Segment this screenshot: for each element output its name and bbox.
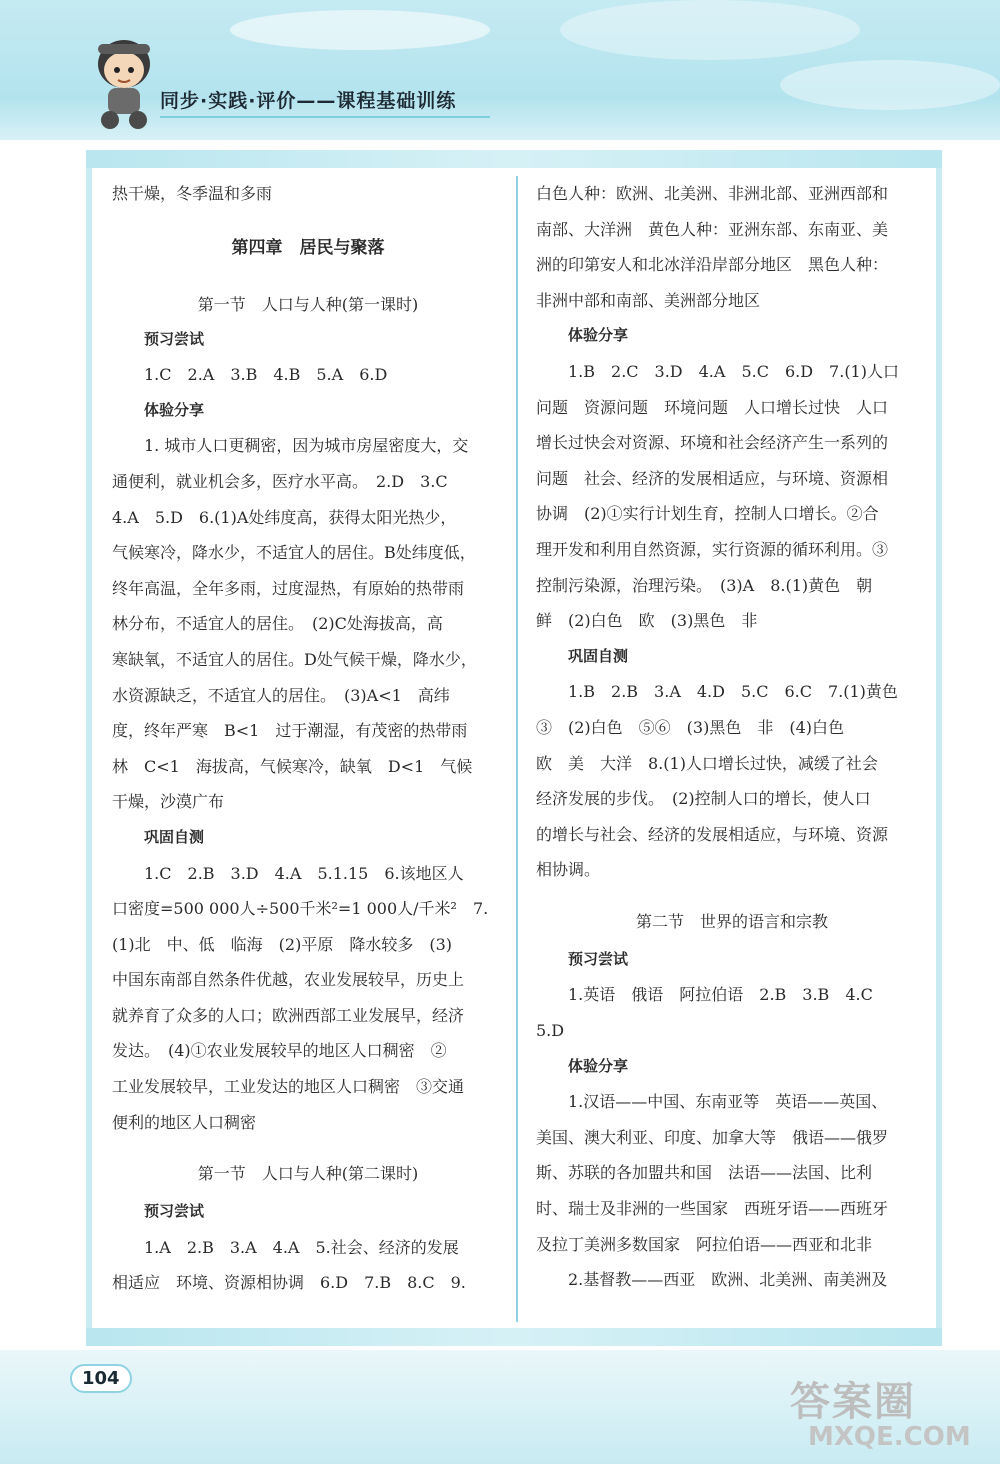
answer-line: 鲜 (2)白色 欧 (3)黑色 非 [536, 611, 758, 631]
left-column [112, 176, 504, 1301]
subheading-preview: 预习尝试 [144, 329, 205, 348]
answer-line: 1.C 2.B 3.D 4.A 5.1.15 6.该地区人 [144, 863, 464, 883]
subheading-consolidate: 巩固自测 [568, 646, 629, 665]
answer-line: 度，终年严寒 B<1 过于潮湿，有茂密的热带雨 [112, 721, 468, 741]
answer-line: 白色人种：欧洲、北美洲、非洲北部、亚洲西部和 [536, 184, 889, 203]
answer-line: 增长过快会对资源、环境和社会经济产生一系列的 [536, 433, 889, 453]
answer-line: 时、瑞士及非洲的一些国家 西班牙语——西班牙 [536, 1199, 889, 1219]
header-underline [160, 116, 490, 118]
answer-line: 便利的地区人口稠密 [112, 1112, 257, 1132]
answer-line: 1. 城市人口更稠密，因为城市房屋密度大，交 [144, 436, 469, 456]
answer-line: 南部、大洋洲 黄色人种：亚洲东部、东南亚、美 [536, 219, 889, 239]
answer-line: 斯、苏联的各加盟共和国 法语——法国、比利 [536, 1163, 873, 1183]
answer-line: 协调 (2)①实行计划生育，控制人口增长。②合 [536, 504, 879, 524]
column-divider [516, 176, 518, 1322]
answer-line: ③ (2)白色 ⑤⑥ (3)黑色 非 (4)白色 [536, 717, 844, 737]
answer-line: 1.C 2.A 3.B 4.B 5.A 6.D [144, 365, 388, 385]
answer-line: 洲的印第安人和北冰洋沿岸部分地区 黑色人种： [536, 255, 889, 275]
mascot-illustration [84, 34, 164, 130]
answer-line: 发达。 (4)①农业发展较早的地区人口稠密 ② [112, 1041, 447, 1061]
header-decoration [230, 10, 490, 50]
answer-line: 通便利，就业机会多，医疗水平高。 2.D 3.C [112, 471, 448, 491]
answer-line: 林分布，不适宜人的居住。 (2)C处海拔高，高 [112, 614, 443, 634]
book-series-title: 同步·实践·评价——课程基础训练 [160, 90, 457, 112]
answer-line: 问题 社会、经济的发展相适应，与环境、资源相 [536, 468, 889, 488]
answer-line: 气候寒冷，降水少，不适宜人的居住。B处纬度低， [112, 543, 476, 563]
answer-line: 林 C<1 海拔高，气候寒冷，缺氧 D<1 气候 [112, 756, 473, 776]
answer-line: 控制污染源，治理污染。 (3)A 8.(1)黄色 朝 [536, 575, 873, 595]
right-column [536, 176, 928, 1298]
answer-line: (1)北 中、低 临海 (2)平原 降水较多 (3) [112, 934, 452, 954]
answer-line: 5.D [536, 1021, 565, 1041]
subheading-experience: 体验分享 [568, 1056, 629, 1075]
subheading-consolidate: 巩固自测 [144, 827, 205, 846]
subheading-preview: 预习尝试 [568, 949, 629, 968]
answer-line: 口密度=500 000人÷500千米²=1 000人/千米² 7. [112, 899, 489, 919]
text-line: 热干燥，冬季温和多雨 [112, 184, 273, 203]
answer-line: 1.B 2.C 3.D 4.A 5.C 6.D 7.(1)人口 [568, 361, 899, 381]
answer-line: 欧 美 大洋 8.(1)人口增长过快，减缓了社会 [536, 753, 878, 773]
answer-line: 终年高温，全年多雨，过度湿热，有原始的热带雨 [112, 578, 465, 598]
answer-line: 相协调。 [536, 860, 601, 880]
frame-right-border [936, 168, 942, 1328]
frame-bottom-band [86, 1328, 942, 1346]
page-number: 104 [70, 1364, 132, 1393]
section-title: 第一节 人口与人种(第二课时) [197, 1164, 419, 1184]
answer-line: 1.B 2.B 3.A 4.D 5.C 6.C 7.(1)黄色 [568, 682, 898, 702]
answer-line: 1.A 2.B 3.A 4.A 5.社会、经济的发展 [144, 1237, 459, 1257]
answer-line: 非洲中部和南部、美洲部分地区 [536, 290, 761, 310]
answer-line: 经济发展的步伐。 (2)控制人口的增长，使人口 [536, 789, 871, 809]
subheading-experience: 体验分享 [144, 400, 205, 419]
watermark-logo [790, 1370, 990, 1454]
answer-line: 干燥，沙漠广布 [112, 792, 225, 812]
header-decoration [560, 0, 860, 60]
subheading-experience: 体验分享 [568, 326, 629, 345]
answer-line: 中国东南部自然条件优越，农业发展较早，历史上 [112, 970, 465, 990]
section-title: 第一节 人口与人种(第一课时) [197, 294, 419, 314]
answer-line: 4.A 5.D 6.(1)A处纬度高，获得太阳光热少， [112, 507, 457, 527]
answer-line: 理开发和利用自然资源，实行资源的循环利用。③ [536, 539, 889, 559]
answer-line: 的增长与社会、经济的发展相适应，与环境、资源 [536, 824, 889, 844]
frame-left-border [86, 168, 92, 1328]
answer-line: 就养育了众多的人口；欧洲西部工业发展早，经济 [112, 1005, 465, 1025]
answer-line: 美国、澳大利亚、印度、加拿大等 俄语——俄罗 [536, 1127, 889, 1147]
subheading-preview: 预习尝试 [144, 1202, 205, 1221]
answer-line: 寒缺氧，不适宜人的居住。D处气候干燥，降水少， [112, 649, 477, 669]
answer-line: 1.英语 俄语 阿拉伯语 2.B 3.B 4.C [568, 985, 873, 1005]
answer-line: 工业发展较早，工业发达的地区人口稠密 ③交通 [112, 1077, 465, 1097]
watermark-text: 答案圈 [790, 1379, 916, 1425]
answer-line: 及拉丁美洲多数国家 阿拉伯语——西亚和北非 [536, 1234, 873, 1254]
header-decoration [780, 60, 1000, 110]
frame-top-band [86, 150, 942, 168]
answer-line: 2.基督教——西亚 欧洲、北美洲、南美洲及 [568, 1270, 888, 1290]
watermark-url: MXQE.COM [808, 1422, 971, 1452]
answer-line: 1.汉语——中国、东南亚等 英语——英国、 [568, 1092, 888, 1112]
section-title: 第二节 世界的语言和宗教 [635, 911, 828, 931]
answer-line: 水资源缺乏，不适宜人的居住。 (3)A<1 高纬 [112, 685, 450, 705]
answer-line: 问题 资源问题 环境问题 人口增长过快 人口 [536, 397, 889, 417]
answer-line: 相适应 环境、资源相协调 6.D 7.B 8.C 9. [112, 1273, 466, 1293]
chapter-title: 第四章 居民与聚落 [231, 237, 385, 258]
